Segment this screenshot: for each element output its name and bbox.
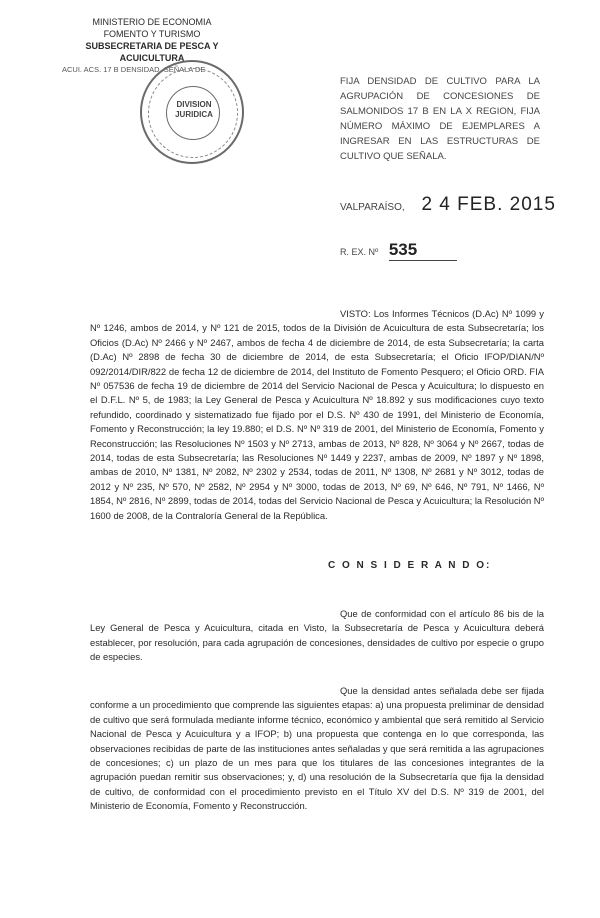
resolution-title: FIJA DENSIDAD DE CULTIVO PARA LA AGRUPACIÓN DE CONCESIONES DE SALMONIDOS 17 B EN LA X REGION, FIJA NÚMERO MÁXIMO DE EJEMPLARES A INGRESAR EN LAS ESTRUCTURAS DE CULTIVO QUE SEÑALA. xyxy=(340,76,540,162)
considerando-paragraph-1: Que de conformidad con el artículo 86 bis de la Ley General de Pesca y Acuicultura, citada en Visto, la Subsecretaría de Pesca y Acuicultura deberá establecer, por resolución, para cada agrupación de concesiones, densidades de cultivo por especie o grupo de especies. xyxy=(90,608,544,663)
division-juridica-stamp xyxy=(140,60,244,164)
resolution-number-line xyxy=(340,240,457,261)
ministry-name: MINISTERIO DE ECONOMIA xyxy=(92,17,212,27)
resolution-number: 535 xyxy=(389,240,457,261)
considerando-heading: C O N S I D E R A N D O: xyxy=(328,560,492,571)
resolution-label: R. EX. Nº xyxy=(340,247,379,257)
considerando-paragraph-2: Que la densidad antes señalada debe ser fijada conforme a un procedimiento que comprende las siguientes etapas: a) una propuesta preliminar de densidad de cultivo que será formulada mediante informe técnico, económico y ambiental que será remitido al Servicio Nacional de Pesca y Acuicultura y a IFOP; b) una propuesta que contenga en lo que corresponda, las observaciones recibidas de parte de las instituciones antes señaladas y que será remitida a las agrupaciones de concesiones; c) un plazo de un mes para que los titulares de las concesiones integrantes de la agrupación puedan remitir sus observaciones; y, d) una resolución de la Subsecretaría que fija la densidad de cultivo, de conformidad con el procedimiento previsto en el Título XV del D.S. Nº 319 de 2001, del Ministerio de Economía, Fomento y Reconstrucción. xyxy=(90,685,544,812)
stamp-text xyxy=(172,100,216,120)
date-value: 2 4 FEB. 2015 xyxy=(421,194,556,215)
ministry-subname: FOMENTO Y TURISMO xyxy=(103,29,201,39)
subsecretariat-name: SUBSECRETARIA DE PESCA Y ACUICULTURA xyxy=(85,41,219,63)
stamp-line-1: DIVISION xyxy=(176,100,212,109)
date-label: VALPARAÍSO, xyxy=(340,202,405,213)
file-reference: ACUI. ACS. 17 B DENSIDAD. SEÑALA DE xyxy=(62,65,206,74)
visto-paragraph: VISTO: Los Informes Técnicos (D.Ac) Nº 1099 y Nº 1246, ambos de 2014, y Nº 121 de 2015, todos de la División de Acuicultura de esta Subsecretaría; los Oficios (D.Ac) Nº 2466 y Nº 2467, ambos de fecha 4 de diciembre de 2014, de esta Subsecretaría; la carta (D.Ac) Nº 2898 de fecha 30 de diciembre de 2014, de esta Subsecretaría; el Oficio IFOP/DIAN/Nº 092/2014/DIR/822 de fecha 12 de diciembre de 2014, del Instituto de Fomento Pesquero; el Oficio ORD. FIA Nº 057536 de fecha 19 de diciembre de 2014 del Servicio Nacional de Pesca y Acuicultura; lo dispuesto en el D.F.L. Nº 5, de 1983; la Ley General de Pesca y Acuicultura Nº 18.892 y sus modificaciones cuyo texto refundido, coordinado y sistematizado fue fijado por el D.S. Nº 430 de 1991, del Ministerio de Economía, Fomento y Reconstrucción; la ley 19.880; el D.S. Nº Nº 319 de 2001, del Ministerio de Economía, Fomento y Reconstrucción; las Resoluciones Nº 1503 y Nº 2713, ambas de 2013, Nº 828, Nº 3064 y Nº 2667, todas de 2014, todas de esta Subsecretaría; las Resoluciones Nº 1449 y 2237, ambas de 2009, Nº 1897 y Nº 1898, ambas de 2010, Nº 1381, Nº 2082, Nº 2302 y 2534, todas de 2011, Nº 1308, Nº 2681 y Nº 3012, todas de 2012 y Nº 235, Nº 570, Nº 2582, Nº 2954 y Nº 3000, todas de 2013, Nº 69, Nº 646, Nº 791, Nº 1466, Nº 1854, Nº 2816, Nº 2899, todas de 2014, todas del Servicio Nacional de Pesca y Acuicultura; la Resolución Nº 1600 de 2008, de la Contraloría General de la República. xyxy=(90,308,544,521)
stamp-line-2: JURIDICA xyxy=(175,110,213,119)
date-line xyxy=(340,194,556,216)
